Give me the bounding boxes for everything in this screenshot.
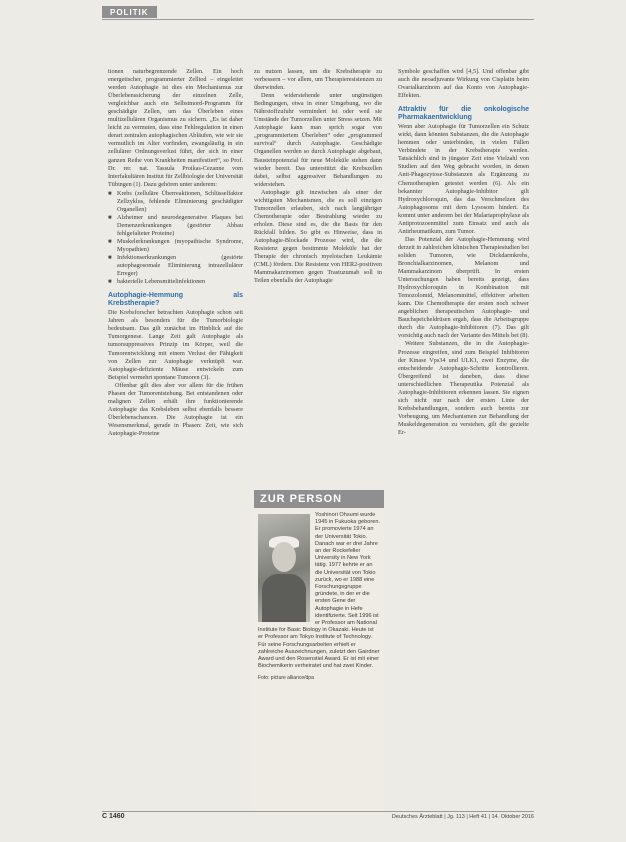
column-1 <box>108 68 243 438</box>
paragraph: Die Krebsforscher betrachten Autophagie schon seit Jahren als besonders für die Tumorbiologie bedeutsam. Das gilt zunächst im Hinblick auf die Tumorgenese. Lange Zeit galt Autophagie als tumorsuppressives Prinzip im Körper, weil die Tumorentwicklung mit einem Verlust der Fähigkeit von Zellen zur Autophagie verknüpft war. Autophagie-defiziente Mäuse entwickeln zum Beispiel vermehrt spontane Tumoren (3). <box>108 309 243 381</box>
paragraph: Autophagie gilt inzwischen als einer der wichtigsten Mechanismen, die es soll einzigen Tumorzellen erlauben, sich nach langjähriger Chemotherapie oder Bestrahlung wieder zu erholen. Diese sind es, die die Basis für den Rückfall bilden. So gibt es Hinweise, dass in Autophagie-Blockade Prozesse wird, die die Resistenz gegen bestimmte Moleküle hat der Therapie der chronisch myeloischen Leukämie (CML) fördern. Die Resistenz von HER2-positiven Mammakarzinomen gegen Trastuzumab soll in Teilen ebenfalls der Autophagie <box>254 188 382 285</box>
portrait-photo <box>258 514 310 622</box>
top-rule <box>102 19 534 20</box>
box-body <box>254 508 384 683</box>
list-item: ■ Alzheimer und neurodegenerative Plaques bei Demenzerkrankungen (gestörter Abbau fehlgefalteter Proteine) <box>108 214 243 238</box>
paragraph: Weitere Substanzen, die in die Autophagie-Prozesse eingreifen, sind zum Beispiel Inhibitoren der Kinase Vps34 und ULK1, zwei Enzyme, die entscheidende Autophagie-Schritte kontrollieren. Übergreifend ist daneben, dass diese unterschiedlichen Therapeutika Potenzial als Autophagie-Inhibitoren erkennen lassen. Sie eignen sich nicht nur nach der ersten Linie der Krebsbehandlungen, sondern auch bereits zur Vorbeugung, um Mechanismen zur Behandlung der Muskeldegeneration zu verstehen, gilt die gezielte Er- <box>398 340 529 436</box>
list-item: ■ Krebs (zelluläre Überreaktionen, Schlüsselfaktor Zellzyklus, fehlende Eliminierung geschädigter Organellen) <box>108 190 243 214</box>
paragraph: tionen naturbegrenzende Zellen. Ein hoch energetischer, programmierter Zelltod – eingeleitet werden Autophagie ist dies ein Mechanismus zur Überlebenssicherung der einzelnen Zelle, vergleichbar auch ein Selbstmord-Programm für geschädigte Zellen, um das Überleben eines multizellulären Organismus zu sichern. „Es ist daher leicht zu vermuten, dass eine Fehlregulation in einen derart zentralen autophagischen Abläufen, wie wir sie vermutlich im Alter vorfinden, zwangsläufig in ein zellulärer Ordnungsverlust führt, der sich in einer ganzen Reihe von Krankheiten manifestiert“, so Prof. Dr. rer. nat. Tassula Proikas-Cezanne vom Interfakultären Institut für Zellbiologie der Universität Tübingen (1). Dazu gehören unter anderem: <box>108 68 243 188</box>
biography-text: Yoshinori Ohsumi wurde 1945 in Fukuoka geboren. Er promovierte 1974 an der Universität Tokio. Danach war er drei Jahre an der Rockefeller University in New York tätig. 1977 kehrte er an die Universität von Tokio zurück, wo er 1988 eine Forschungsgruppe gründete, in der er die ersten Gene der Autophagie in Hefe identifizierte. Seit 1996 ist er Professor am National Institute for Basic Biology in Okazaki. Heute ist er Professor am Tokyo Institute of Technology. Für seine Forschungsarbeiten erhielt er zahlreiche Auszeichnungen, zuletzt den Gairdner Award und den Rosenstiel Award. Er ist mit einer Biochemikerin verheiratet und hat zwei Kinder. <box>258 512 380 670</box>
photo-body <box>262 574 306 622</box>
bottom-rule <box>102 811 534 812</box>
column-3 <box>398 68 529 437</box>
photo-credit: Foto: picture alliance/dpa <box>258 675 314 682</box>
column-2 <box>254 68 382 478</box>
paragraph: Wenn aber Autophagie für Tumorzellen ein Schutz wirkt, dann könnten Substanzen, die die Autophagie hemmen oder unterbinden, in vielen Fällen Verbündete in der Krebstherapie werden. Tatsächlich sind in jüngster Zeit eine Vielzahl von Studien auf den Weg gebracht worden, in denen Anti-Phagozytose-Substanzen als Ergänzung zu Chemotherapien getestet werden (6). Als ein bekannter Autophagie-Inhibitor gilt Hydroxychloroquin, das das Verschmelzen des Autophagosoms mit dem Lysosom hindert. Es kommt unter anderem bei der Malariaprophylaxe als Antiprotozoenmittel zum Einsatz und auch als Antirheumatikum, zum Tumor. <box>398 123 529 235</box>
section-label: POLITIK <box>102 6 157 18</box>
subheading: Autophagie-Hemmung als Krebstherapie? <box>108 292 243 308</box>
page-number: C 1460 <box>102 813 125 820</box>
list-item: ■ bakterielle Lebensmittelinfektionen <box>108 278 243 286</box>
paragraph: Das Potenzial der Autophagie-Hemmung wird derzeit in zahlreichen klinischen Therapiestudien bei soliden Tumoren, wie Dickdarmkrebs, Bronchialkarzinomen, Melanom und Mammakarzinom überprüft. In ersten Untersuchungen haben bereits gezeigt, dass Hydroxychloroquin in Kombination mit Temozolomid, Melanommittel, effektiver arbeiten kann. Die Chemotherapie der ersten noch schwer angeblichen therapeutischen Autophagie- und Bauchspeicheldrüsen ergab, dass die Arbeitsgruppe durch die Autophagie-Inhibitoren (7). Das gilt vorsichtig auch nach der Variante des Mittels bei (8). <box>398 235 529 340</box>
list-item: ■ Muskelerkrankungen (myopathische Syndrome, Myopathien) <box>108 238 243 254</box>
paragraph: Denn widerstehende unter ungünstigen Bedingungen, etwa in einer Umgebung, wo die Nährstoffzufuhr vermindert ist oder weil sie Umstände der Tumorzellen unter Stress setzen. Mit Autophagie kann man sprich sogar von „programmiertem Überleben“ oder „programmed survival“ durch Autophagie. Geschädigte Organellen werden so durch Autophagie abgebaut, Bausteinpotenzial für neue Moleküle stehen dann wieder bereit. Das unterstützt die Krebszellen dabei, selbst aggressiver Behandlungen zu widerstehen. <box>254 92 382 188</box>
paragraph: Offenbar gilt dies aber vor allem für die frühen Phasen der Tumorentstehung. Bei entstandenen oder malignen Zellen erhält ihre funktionierende Autophagie das Krebsleben selbst ebenfalls bessere Überlebenschancen. Die Autophagie ist ein Wesensmerkmal, gerade in Phasen: Zeit, wie sich Autophagie-Proteine <box>108 381 243 437</box>
photo-face <box>272 542 296 572</box>
paragraph: zu nutzen lassen, um die Krebstherapie zu verbessern – vor allem, um Therapieresistenzen zu überwinden. <box>254 68 382 92</box>
subheading: Attraktiv für die onkologische Pharmakaentwicklung <box>398 106 529 122</box>
list-item: ■ Infektionserkrankungen (gestörte autophagosomale Eliminierung intrazellulärer Erreger) <box>108 254 243 278</box>
paragraph: Symbole geschaffen wird [4,5]. Und offenbar gibt auch die neoadjuvante Wirkung von Cisplatin beim Ovarialkarzinom auf das Konto von Autophagie-Effekten. <box>398 68 529 100</box>
box-heading: ZUR PERSON <box>254 490 384 508</box>
journal-citation: Deutsches Ärzteblatt | Jg. 113 | Heft 41 | 14. Oktober 2016 <box>391 814 534 820</box>
disease-list <box>108 190 243 287</box>
person-box <box>254 490 384 813</box>
